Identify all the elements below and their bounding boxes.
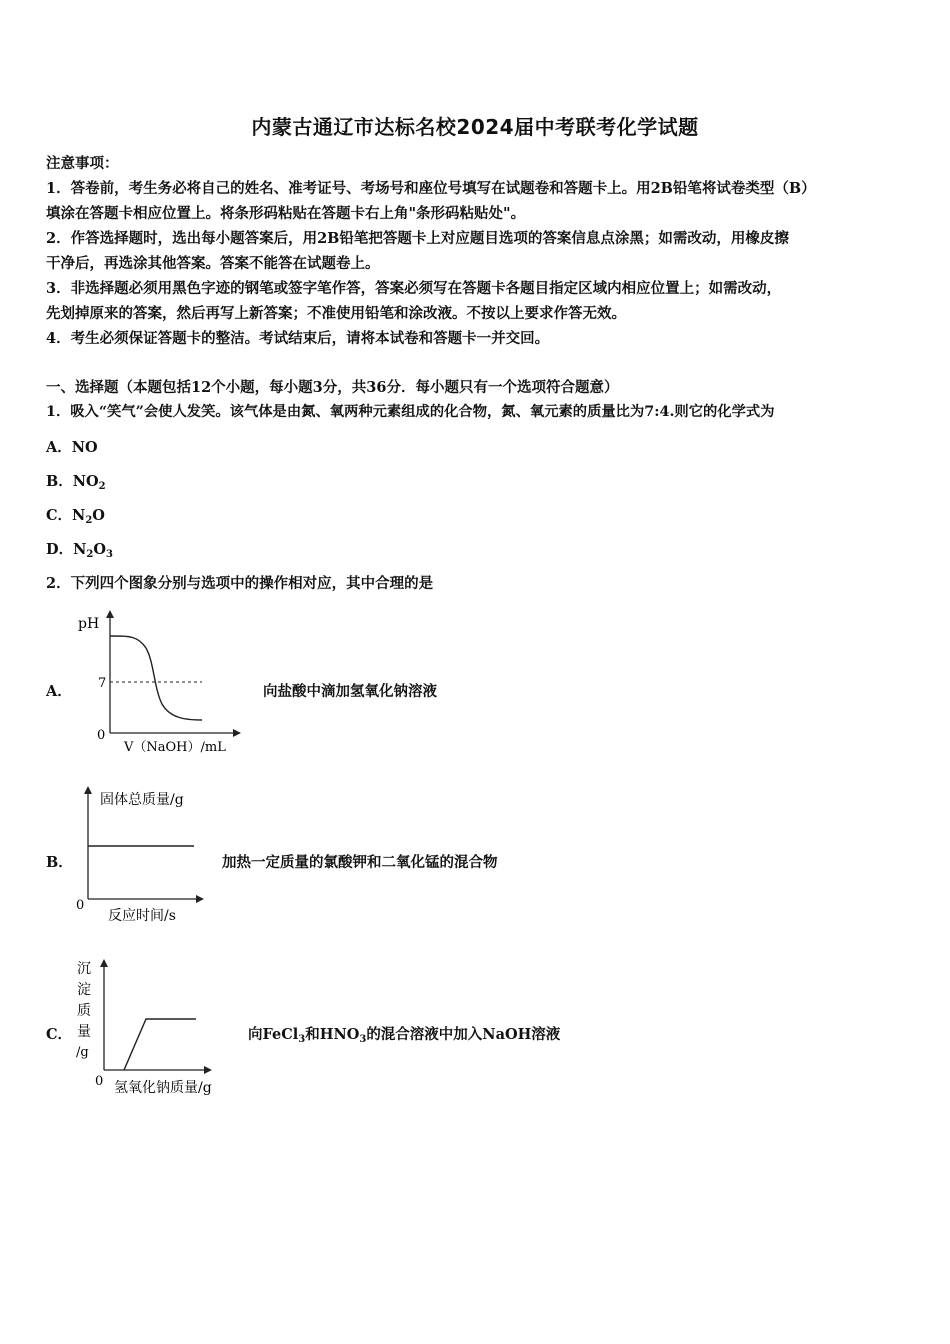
notice-line: 干净后，再选涂其他答案。答案不能答在试题卷上。 xyxy=(46,255,380,272)
solid-mass-graph xyxy=(70,782,220,927)
y-label-char: 量 xyxy=(77,1024,91,1040)
notice-line: 填涂在答题卡相应位置上。将条形码粘贴在答题卡右上角"条形码粘贴处"。 xyxy=(46,205,526,222)
y-label: pH xyxy=(78,616,100,632)
q2-option-b-desc: 加热一定质量的氯酸钾和二氧化锰的混合物 xyxy=(222,854,498,871)
y-axis-arrow xyxy=(84,786,92,794)
q1-option-c: C．$N_2O$ xyxy=(46,507,105,526)
origin-label: 0 xyxy=(76,898,85,913)
q1-stem: 1．吸入“笑气”会使人发笑。该气体是由氮、氧两种元素组成的化合物，氮、氧元素的质量比为7:4.则它的化学式为 xyxy=(46,404,775,420)
notice-line: 3．非选择题必须用黑色字迹的钢笔或签字笔作答，答案必须写在答题卡各题目指定区域内相应位置上；如需改动， xyxy=(46,280,782,297)
x-axis-arrow xyxy=(204,1066,212,1074)
q2-option-c-letter: C． xyxy=(46,1026,73,1043)
ph-curve xyxy=(110,636,202,720)
notice-line: 1．答卷前，考生务必将自己的姓名、准考证号、考场号和座位号填写在试题卷和答题卡上。用2B铅笔将试卷类型（B） xyxy=(46,180,816,197)
q1-option-d: D．$N_2O_3$ xyxy=(46,541,113,560)
q2-stem: 2．下列四个图象分别与选项中的操作相对应，其中合理的是 xyxy=(46,575,434,592)
x-label: 反应时间/s xyxy=(108,908,176,924)
notice-heading: 注意事项： xyxy=(46,155,119,172)
page-title: 内蒙古通辽市达标名校2024届中考联考化学试题 xyxy=(251,115,699,139)
precipitate-line xyxy=(124,1019,196,1070)
y-label-char: 沉 xyxy=(77,961,91,977)
q2-option-a-letter: A． xyxy=(46,683,72,700)
notice-line: 4．考生必须保证答题卡的整洁。考试结束后，请将本试卷和答题卡一并交回。 xyxy=(46,330,550,347)
q1-option-a: A．NO xyxy=(46,439,98,456)
q2-option-a-desc: 向盐酸中滴加氢氧化钠溶液 xyxy=(263,683,437,700)
ph-graph xyxy=(70,608,250,758)
x-axis-arrow xyxy=(196,895,204,903)
tick-7: 7 xyxy=(98,676,107,691)
y-axis-arrow xyxy=(106,610,114,618)
y-label: 固体总质量/g xyxy=(100,792,184,808)
x-axis-arrow xyxy=(233,729,241,737)
q2-option-c-desc: 向FeCl$_3$和$HNO_3$的混合溶液中加入NaOH溶液 xyxy=(248,1026,561,1045)
origin-label: 0 xyxy=(97,728,106,743)
notice-line: 先划掉原来的答案，然后再写上新答案；不准使用铅笔和涂改液。不按以上要求作答无效。 xyxy=(46,305,626,322)
q2-option-b-letter: B． xyxy=(46,854,73,871)
origin-label: 0 xyxy=(95,1074,104,1089)
y-label-unit: /g xyxy=(76,1045,89,1060)
y-axis-arrow xyxy=(100,959,108,967)
y-label-char: 淀 xyxy=(77,982,91,998)
y-label-char: 质 xyxy=(77,1003,91,1019)
q1-option-b: B．$NO_2$ xyxy=(46,473,106,492)
section-heading: 一、选择题（本题包括12个小题，每小题3分，共36分．每小题只有一个选项符合题意） xyxy=(46,379,619,396)
x-label: V（NaOH）/mL xyxy=(124,740,226,755)
precipitate-graph xyxy=(70,955,240,1100)
notice-line: 2．作答选择题时，选出每小题答案后，用2B铅笔把答题卡上对应题目选项的答案信息点涂黑；如需改动，用橡皮擦 xyxy=(46,230,789,247)
x-label: 氢氧化钠质量/g xyxy=(114,1080,212,1096)
